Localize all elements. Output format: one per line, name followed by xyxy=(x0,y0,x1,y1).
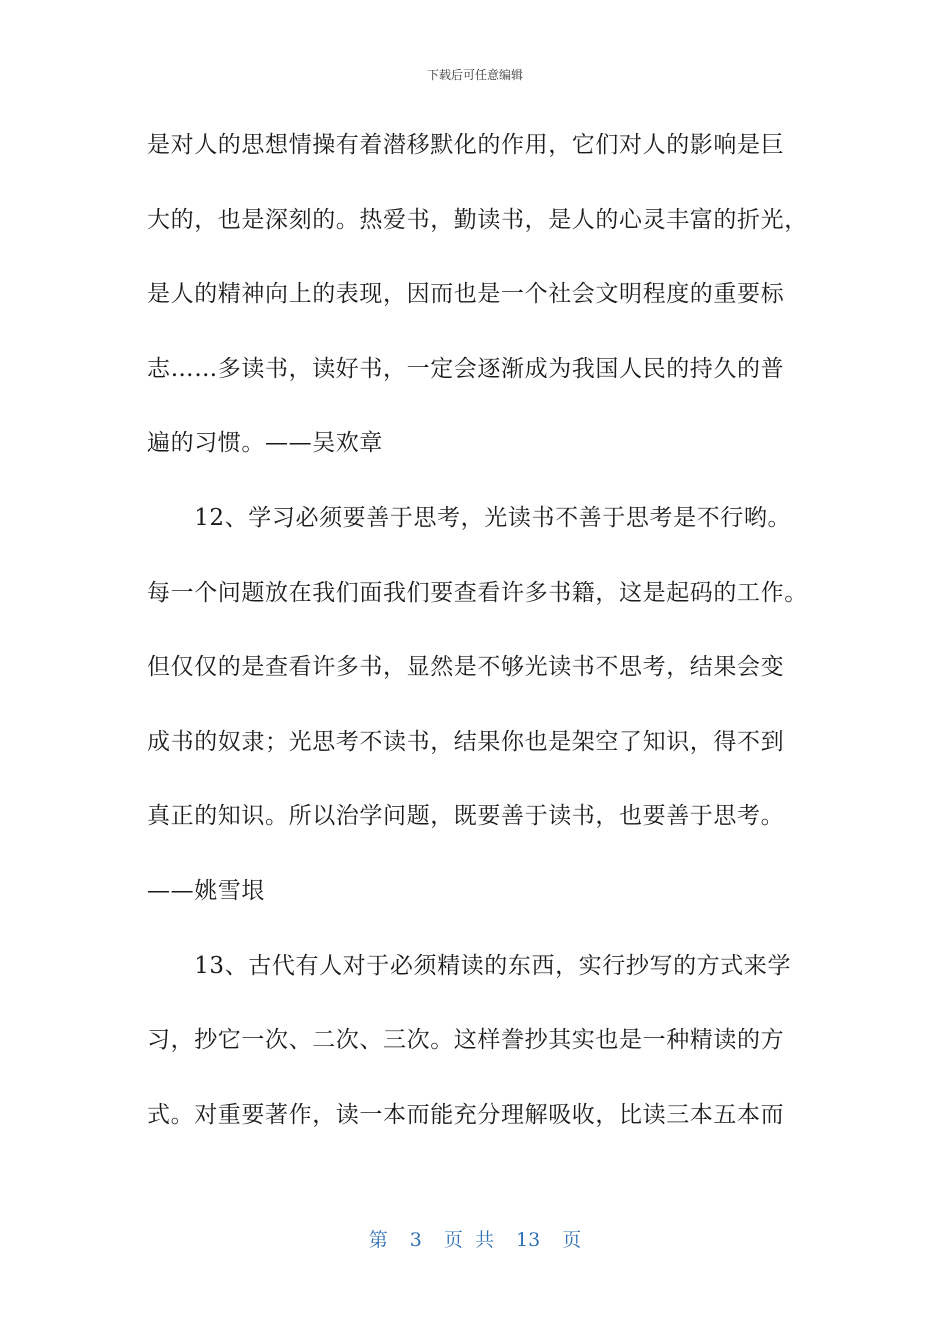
text-line: 真正的知识。所以治学问题，既要善于读书，也要善于思考。 xyxy=(147,803,785,830)
text-line: 式。对重要著作，读一本而能充分理解吸收，比读三本五本而 xyxy=(147,1101,785,1128)
text-line: 每一个问题放在我们面我们要查看许多书籍，这是起码的工作。 xyxy=(147,579,808,606)
footer-suffix: 页 xyxy=(562,1229,582,1251)
page-header: 下载后可任意编辑 xyxy=(426,68,523,82)
text-line: 13、古代有人对于必须精读的东西，实行抄写的方式来学 xyxy=(147,952,792,979)
footer-middle: 页 共 xyxy=(443,1229,494,1251)
text-line: 是对人的思想情操有着潜移默化的作用，它们对人的影响是巨 xyxy=(147,132,785,158)
page-footer xyxy=(0,1225,950,1252)
text-line: 是人的精神向上的表现，因而也是一个社会文明程度的重要标 xyxy=(147,281,785,308)
footer-page-number: 3 xyxy=(409,1229,422,1251)
footer-prefix: 第 xyxy=(368,1229,388,1251)
text-line: 成书的奴隶；光思考不读书，结果你也是架空了知识，得不到 xyxy=(147,728,785,755)
document-body xyxy=(147,126,812,1170)
text-line: 但仅仅的是查看许多书，显然是不够光读书不思考，结果会变 xyxy=(147,654,785,681)
text-line: 志……多读书，读好书，一定会逐渐成为我国人民的持久的普 xyxy=(147,355,785,382)
text-line: ——姚雪垠 xyxy=(147,877,265,904)
footer-total-pages: 13 xyxy=(516,1229,541,1251)
text-line: 12、学习必须要善于思考，光读书不善于思考是不行哟。 xyxy=(147,504,792,531)
text-line: 习，抄它一次、二次、三次。这样誊抄其实也是一种精读的方 xyxy=(147,1027,785,1054)
text-line: 遍的习惯。——吴欢章 xyxy=(147,430,383,457)
text-line: 大的，也是深刻的。热爱书，勤读书，是人的心灵丰富的折光， xyxy=(147,206,808,233)
